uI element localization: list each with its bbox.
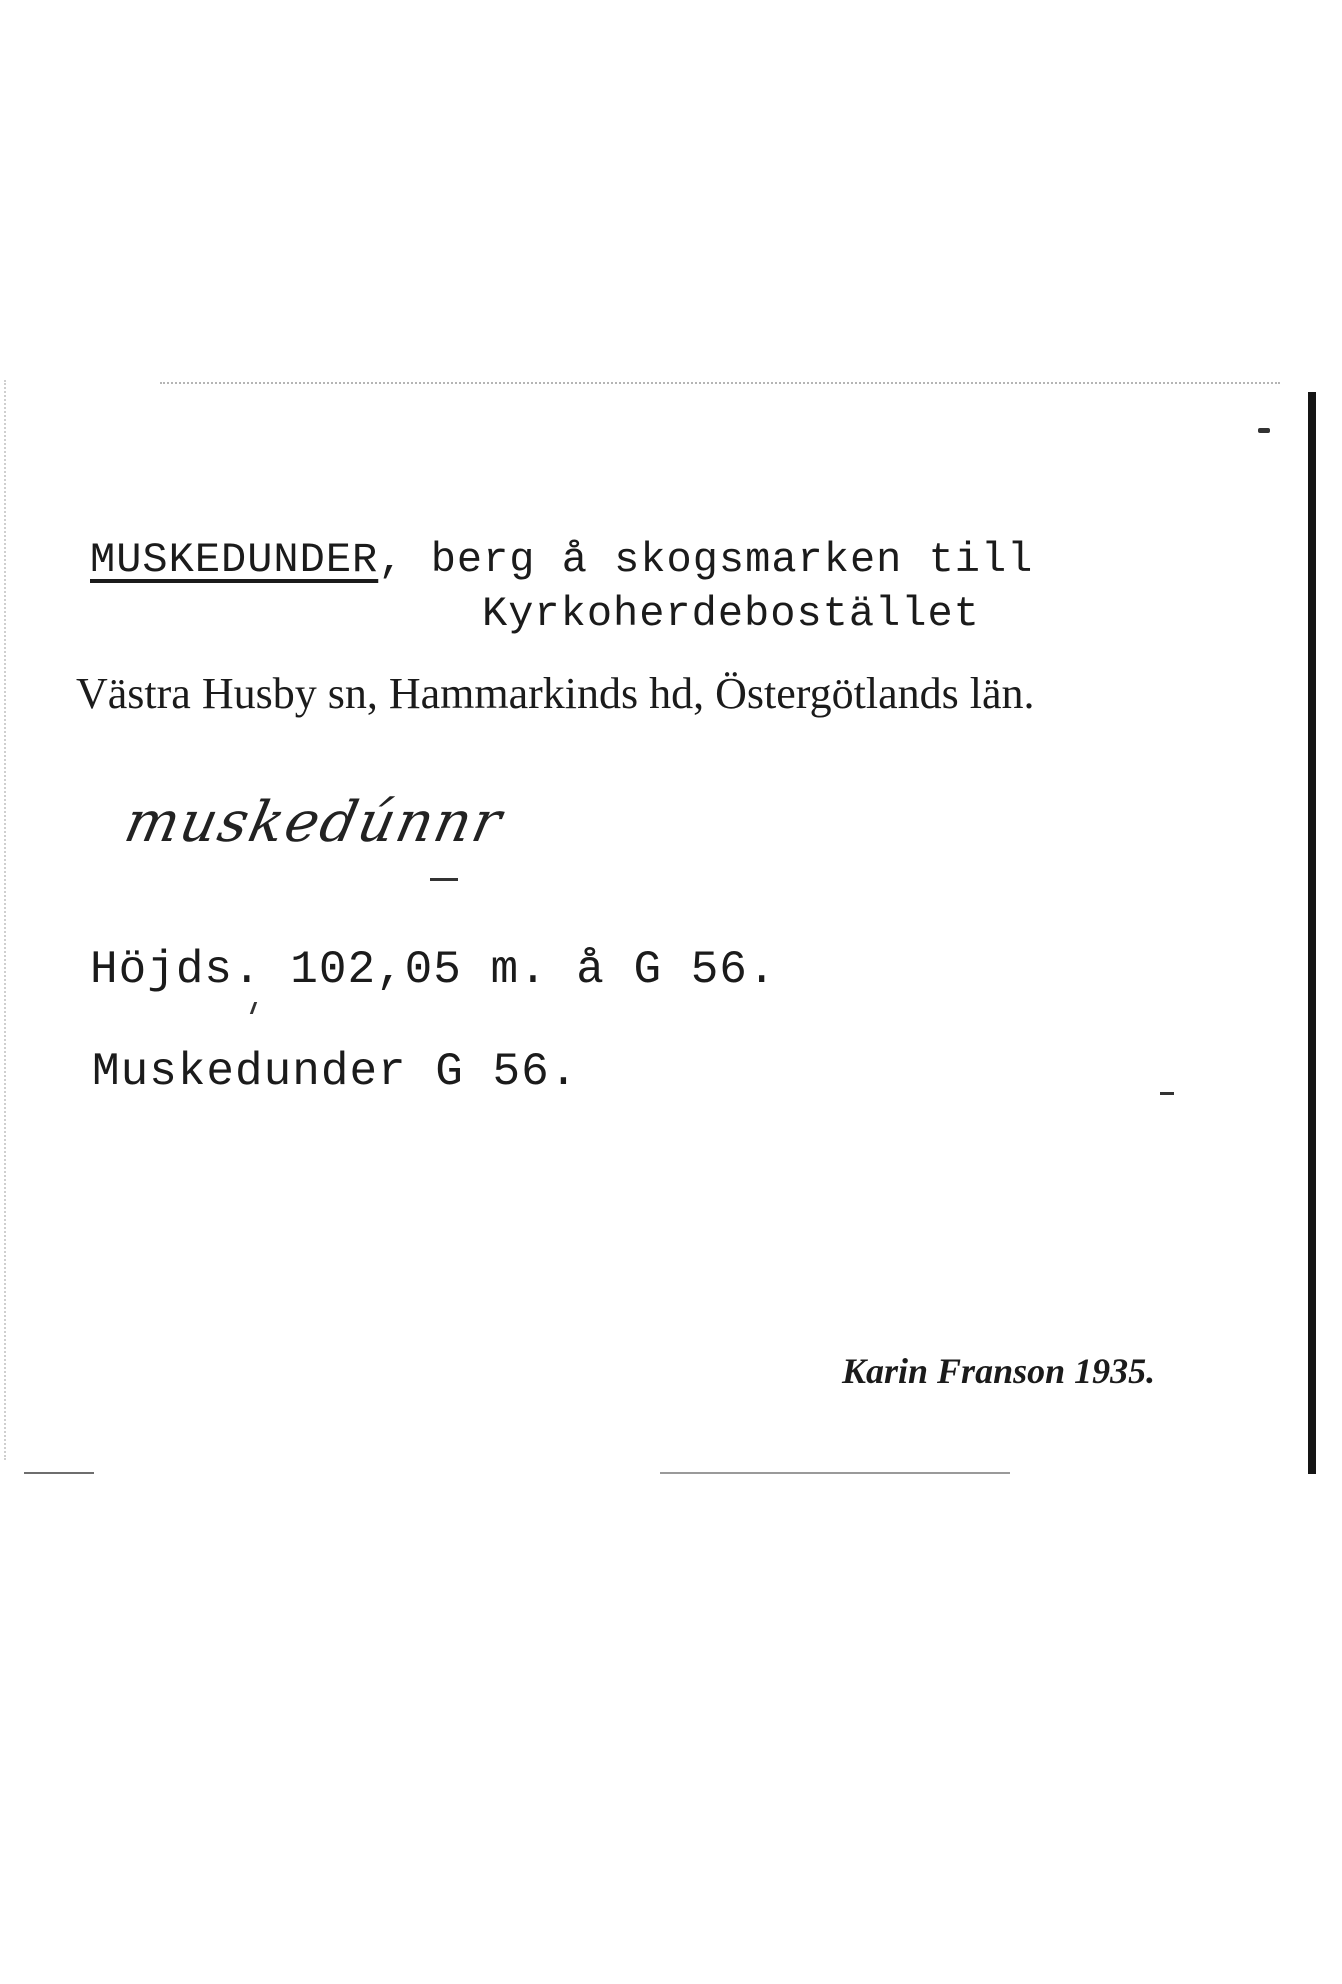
heading-separator: , [378, 536, 405, 584]
accent-mark [250, 1002, 257, 1014]
heading-line [90, 536, 1033, 584]
map-reference-line: Muskedunder G 56. [92, 1046, 579, 1098]
handwritten-pronunciation: muskedúnnr [119, 790, 509, 855]
right-edge-line [1308, 392, 1316, 1474]
margin-dash [1160, 1092, 1174, 1095]
description-line-1: berg å skogsmarken till [430, 536, 1034, 584]
top-dotted-rule [160, 382, 1280, 384]
handwriting-underline [430, 878, 458, 881]
description-line-2: Kyrkoherdebostället [482, 590, 980, 638]
signature: Karin Franson 1935. [842, 1351, 1156, 1391]
bottom-rule-left [24, 1472, 94, 1474]
parish-line: Västra Husby sn, Hammarkinds hd, Östergötlands län. [76, 669, 1035, 718]
corner-tick-mark [1258, 428, 1270, 433]
height-line: Höjds. 102,05 m. å G 56. [90, 944, 777, 996]
bottom-rule-center [660, 1472, 1010, 1474]
place-name: MUSKEDUNDER [90, 536, 379, 584]
left-edge-specks [4, 380, 9, 1460]
